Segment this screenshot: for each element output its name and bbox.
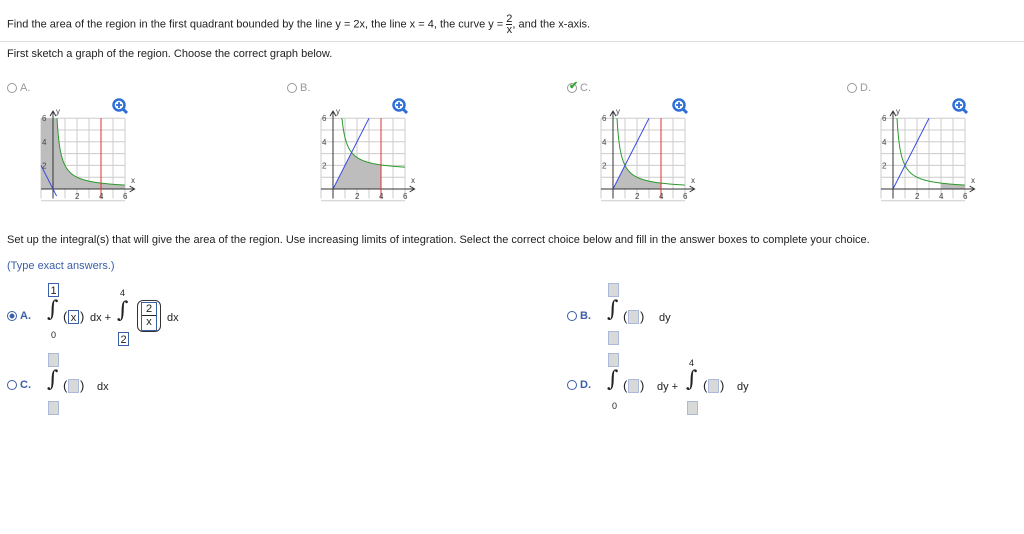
- graph-c: [585, 100, 715, 210]
- radio-d[interactable]: [567, 380, 577, 390]
- y-tick-label: 2: [882, 161, 887, 171]
- type-exact-note: (Type exact answers.): [7, 260, 115, 272]
- graph-a: [25, 100, 155, 210]
- dy: dy: [737, 381, 749, 393]
- choice-b[interactable]: B.: [567, 310, 591, 322]
- integral-sign: ∫: [47, 367, 59, 392]
- radio-b[interactable]: [287, 83, 297, 93]
- lower-limit-1: 0: [612, 401, 618, 411]
- y-tick-label: 4: [322, 137, 327, 147]
- graph-option-c[interactable]: [567, 82, 591, 94]
- x-tick-label: 6: [123, 192, 128, 201]
- integrand-2[interactable]: [708, 379, 719, 393]
- option-label: C.: [580, 82, 591, 94]
- lower-limit[interactable]: [48, 401, 59, 415]
- integral-sign: ∫: [607, 367, 619, 392]
- option-label: B.: [300, 82, 311, 94]
- y-tick-label: 6: [42, 114, 47, 124]
- y-tick-label: 2: [42, 161, 47, 171]
- upper-limit[interactable]: [608, 283, 619, 297]
- x-tick-label: 2: [75, 192, 80, 201]
- x-tick-label: 2: [915, 192, 920, 201]
- graph-option-b[interactable]: [287, 82, 310, 94]
- upper-limit-1[interactable]: 1: [48, 283, 59, 297]
- graph-b: [305, 100, 435, 210]
- choice-a[interactable]: A.: [7, 310, 31, 322]
- y-tick-label: 2: [602, 161, 607, 171]
- y-tick-label: 6: [602, 114, 607, 124]
- y-tick-label: 4: [882, 137, 887, 147]
- upper-limit-2: 4: [689, 358, 695, 368]
- x-axis-label: x: [691, 176, 695, 185]
- radio-b[interactable]: [567, 311, 577, 321]
- integral-sign: ∫: [686, 367, 698, 392]
- y-axis-label: y: [336, 107, 340, 117]
- y-axis-label: y: [616, 107, 620, 117]
- upper-limit-2: 4: [120, 288, 126, 298]
- upper-limit[interactable]: [48, 353, 59, 367]
- y-axis-label: y: [896, 107, 900, 117]
- y-tick-label: 6: [322, 114, 327, 124]
- y-tick-label: 2: [322, 161, 327, 171]
- x-tick-label: 6: [963, 192, 968, 201]
- question-text: Find the area of the region in the first quadrant bounded by the line y = 2x, the line x = 4, the curve y = $\frac{2}{x}$ , and the x-axis.: [7, 13, 591, 36]
- radio-a[interactable]: [7, 311, 17, 321]
- dx: dx: [97, 381, 109, 393]
- x-tick-label: 2: [635, 192, 640, 201]
- x-tick-label: 6: [683, 192, 688, 201]
- integral-sign: ∫: [47, 297, 59, 322]
- graph-option-d[interactable]: [847, 82, 871, 94]
- x-tick-label: 2: [355, 192, 360, 201]
- y-tick-label: 4: [602, 137, 607, 147]
- graph-d: [865, 100, 995, 210]
- lower-limit[interactable]: [608, 331, 619, 345]
- graph-option-a[interactable]: [7, 82, 30, 94]
- x-tick-label: 6: [403, 192, 408, 201]
- dy: dy: [659, 312, 671, 324]
- y-tick-label: 6: [882, 114, 887, 124]
- radio-a[interactable]: [7, 83, 17, 93]
- x-tick-label: 4: [379, 192, 384, 201]
- check-icon: ✔: [569, 80, 579, 92]
- x-axis-label: x: [971, 176, 975, 185]
- dx: dx: [167, 312, 179, 324]
- x-tick-label: 4: [99, 192, 104, 201]
- upper-limit-1[interactable]: [608, 353, 619, 367]
- lower-limit-1: 0: [51, 330, 57, 340]
- option-label: D.: [860, 82, 871, 94]
- x-axis-label: x: [411, 176, 415, 185]
- y-tick-label: 4: [42, 137, 47, 147]
- integrand-1[interactable]: [628, 379, 639, 393]
- part2-instruction: Set up the integral(s) that will give the area of the region. Use increasing limits of integration. Select the correct choice below and fill in the answer boxes to complete your choice.: [7, 234, 870, 246]
- x-tick-label: 4: [659, 192, 664, 201]
- radio-c[interactable]: [7, 380, 17, 390]
- dy-plus: dy +: [657, 381, 679, 393]
- integral-sign: ∫: [607, 297, 619, 322]
- choice-d[interactable]: D.: [567, 379, 591, 391]
- integrand-2[interactable]: 2 x: [141, 302, 157, 331]
- choice-c[interactable]: C.: [7, 379, 31, 391]
- x-tick-label: 4: [939, 192, 944, 201]
- integrand[interactable]: [68, 379, 79, 393]
- integral-sign: ∫: [117, 298, 129, 323]
- lower-limit-2[interactable]: 2: [118, 332, 129, 346]
- dx-plus: dx +: [90, 312, 112, 324]
- divider: [0, 41, 1024, 42]
- radio-d[interactable]: [847, 83, 857, 93]
- y-axis-label: y: [56, 107, 60, 117]
- option-label: A.: [20, 82, 31, 94]
- x-axis-label: x: [131, 176, 135, 185]
- curve-2-over-x: [897, 118, 965, 185]
- integrand[interactable]: [628, 310, 639, 324]
- part1-instruction: First sketch a graph of the region. Choose the correct graph below.: [7, 48, 333, 60]
- integrand-1[interactable]: x: [68, 310, 79, 324]
- lower-limit-2[interactable]: [687, 401, 698, 415]
